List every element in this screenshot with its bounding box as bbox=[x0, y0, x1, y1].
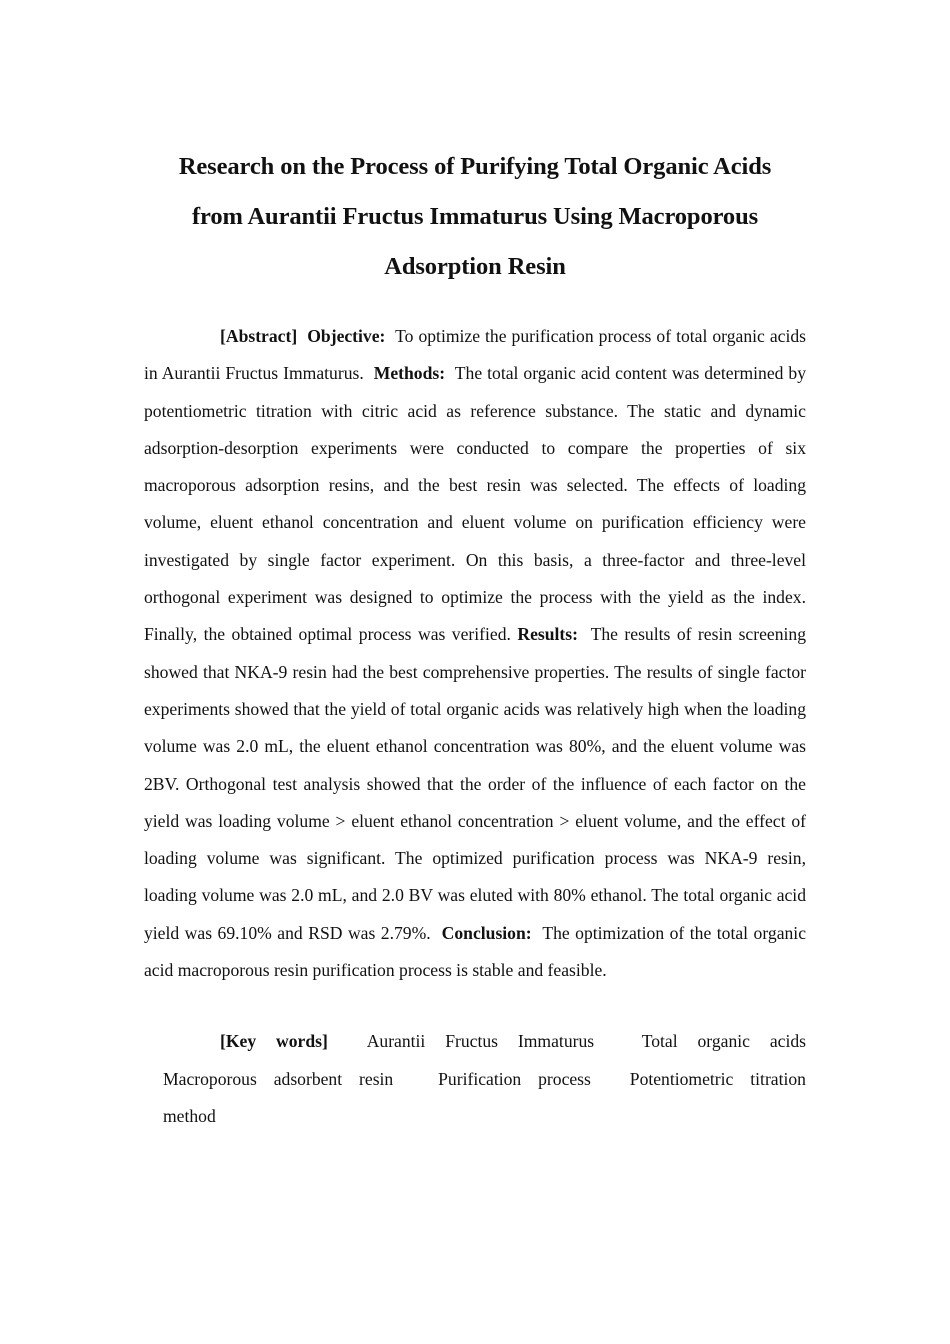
results-text: The results of resin screening showed that NKA-9 resin had the best comprehensive properties. The results of single factor experiments showed that the yield of total organic acids was relatively high when the loading volume was 2.0 mL, the eluent ethanol concentration was 80%, and the eluent volume was 2BV. Orthogonal test analysis showed that the order of the influence of each factor on the yield was loading volume > eluent ethanol concentration > eluent volume, and the effect of loading volume was significant. The optimized purification process was NKA-9 resin, loading volume was 2.0 mL, and 2.0 BV was eluted with 80% ethanol. The total organic acid yield was 69.10% and RSD was 2.79%. bbox=[144, 624, 806, 943]
methods-text: The total organic acid content was determined by potentiometric titration with citric acid as reference substance. The static and dynamic adsorption-desorption experiments were conducted to compare the properties of six macroporous adsorption resins, and the best resin was selected. The effects of loading volume, eluent ethanol concentration and eluent volume on purification efficiency were investigated by single factor experiment. On this basis, a three-factor and three-level orthogonal experiment was designed to optimize the process with the yield as the index. Finally, the obtained optimal process was verified. bbox=[144, 363, 807, 645]
conclusion-label: Conclusion: bbox=[441, 922, 532, 943]
keyword-item: Aurantii Fructus Immaturus bbox=[366, 1031, 595, 1052]
keyword-item: Purification process bbox=[438, 1068, 591, 1089]
paper-title bbox=[144, 142, 806, 292]
keyword-item: Macroporous adsorbent resin bbox=[163, 1068, 394, 1089]
methods-label: Methods: bbox=[373, 363, 446, 384]
keyword-item: Potentiometric titration method bbox=[163, 1068, 806, 1126]
keywords-paragraph bbox=[163, 1023, 806, 1135]
abstract-paragraph bbox=[144, 318, 806, 989]
title-line-3: Adsorption Resin bbox=[384, 253, 566, 280]
title-line-1: Research on the Process of Purifying Total Organic Acids bbox=[178, 153, 772, 180]
conclusion-text: The optimization of the total organic acid macroporous resin purification process is stable and feasible. bbox=[144, 922, 806, 981]
title-line-2: from Aurantii Fructus Immaturus Using Macroporous bbox=[191, 203, 759, 230]
results-label: Results: bbox=[517, 624, 578, 645]
objective-text: To optimize the purification process of total organic acids in Aurantii Fructus Immaturus. bbox=[144, 326, 806, 384]
abstract-label: [Abstract] bbox=[220, 326, 298, 346]
keywords-label: [Key words] bbox=[220, 1031, 328, 1052]
keyword-item: Total organic acids bbox=[641, 1031, 806, 1052]
paper-page bbox=[144, 142, 806, 1135]
objective-label: Objective: bbox=[307, 326, 386, 346]
